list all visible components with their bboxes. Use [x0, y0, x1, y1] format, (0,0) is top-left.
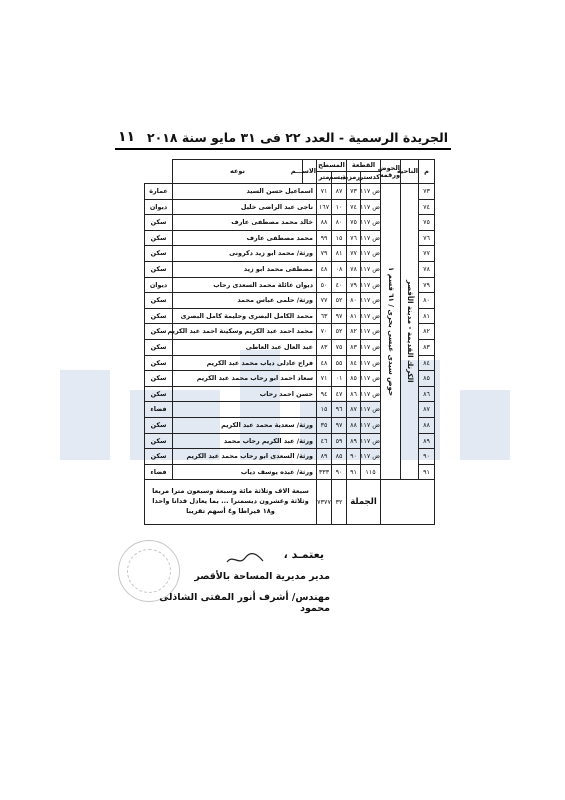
header-area: المسطح [317, 160, 347, 172]
meter-cell: ١٥ [317, 402, 332, 418]
owner-name-cell: محمد مصطفى عارف [173, 230, 317, 246]
owner-name-cell: محمد احمد عبد الكريم وسكينة احمد عبد الكريم [173, 324, 317, 340]
row-num: ٩٠ [419, 449, 435, 465]
decimeter-cell: ٥٩ [332, 433, 347, 449]
cadastre-cell: ض ١١٧ [361, 199, 381, 215]
total-blank [381, 480, 435, 525]
row-num: ٨٤ [419, 355, 435, 371]
decimeter-cell: ٨٠ [332, 215, 347, 231]
row-num: ٨٢ [419, 324, 435, 340]
row-num: ٨٣ [419, 339, 435, 355]
parcel-code-cell: ٧٣ [347, 184, 361, 200]
property-type-cell: سكن [145, 230, 173, 246]
row-num: ٨٥ [419, 371, 435, 387]
header-cadastre: كدستر [361, 172, 381, 184]
meter-cell: ٤٨ [317, 261, 332, 277]
owner-name-cell: سعاد احمد ابو رحاب محمد عبد الكريم [173, 371, 317, 387]
signatory-name: مهندس/ أشرف أنور المفتى الشاذلى محمود [159, 592, 330, 614]
owner-name-cell: مصطفى محمد ابو زيد [173, 261, 317, 277]
total-description: سبعة الاف وثلاثة مائة وسبعة وسبعون مترا مربعا وثلاثة وعشرون ديسمترا ... بما يعادل فدانا واحدا و١٨ قيراطا و٤ أسهم تقريبا [145, 480, 317, 525]
parcel-code-cell: ٨٩ [347, 433, 361, 449]
cadastre-cell: ض ١١٧ [361, 230, 381, 246]
cadastre-cell: ض ١١٧ [361, 277, 381, 293]
basin-cell [381, 184, 401, 480]
decimeter-cell: ١٥ [332, 230, 347, 246]
property-type-cell: سكن [145, 246, 173, 262]
cadastre-cell: ض ١١٧ [361, 449, 381, 465]
gazette-title: الجريدة الرسمية - العدد ٢٢ فى ٣١ مايو سنة ٢٠١٨ [146, 129, 448, 145]
property-type-cell: سكن [145, 433, 173, 449]
parcel-code-cell: ٩١ [347, 464, 361, 480]
owner-name-cell: خالد محمد مصطفى عارف [173, 215, 317, 231]
meter-cell: ٨٩ [317, 449, 332, 465]
district-text: الكرنك القديمة - مدينة الأقصر [406, 280, 415, 383]
table-body [145, 184, 435, 525]
cadastre-cell: ض ١١٧ [361, 386, 381, 402]
owner-name-cell: ورثة/ سعدية محمد عبد الكريم [173, 417, 317, 433]
header-district: الناحية [401, 160, 419, 184]
property-type-cell: سكن [145, 308, 173, 324]
parcel-code-cell: ٨٠ [347, 293, 361, 309]
parcel-code-cell: ٧٩ [347, 277, 361, 293]
decimeter-cell: ٩٦ [332, 402, 347, 418]
row-num: ٨٠ [419, 293, 435, 309]
decimeter-cell: ٧٥ [332, 339, 347, 355]
parcel-code-cell: ٨١ [347, 308, 361, 324]
meter-cell: ٧٠ [317, 324, 332, 340]
decimeter-cell: ٤٧ [332, 386, 347, 402]
owner-name-cell: ناجى عبد الراضى خليل [173, 199, 317, 215]
row-num: ٧٩ [419, 277, 435, 293]
total-label: الجملة [347, 480, 381, 525]
owner-name-cell: عبد العال عبد العاطى [173, 339, 317, 355]
meter-cell: ١٦٧ [317, 199, 332, 215]
row-num: ٨٩ [419, 433, 435, 449]
signatory-title: مدير مديرية المساحة بالأقصر [194, 571, 330, 582]
parcel-code-cell: ٨٤ [347, 355, 361, 371]
row-num: ٧٥ [419, 215, 435, 231]
owner-name-cell: ورثة/ محمد ابو زيد دكرونى [173, 246, 317, 262]
cadastre-cell: ض ١١٧ [361, 324, 381, 340]
cadastre-cell: ض ١١٧ [361, 339, 381, 355]
decimeter-cell: ٥٢ [332, 293, 347, 309]
property-type-cell: سكن [145, 386, 173, 402]
cadastre-cell: ض ١١٧ [361, 293, 381, 309]
header-parcel: القطعة [347, 160, 381, 172]
decimeter-cell: ٩٧ [332, 308, 347, 324]
cadastre-cell: ض ١١٧ [361, 308, 381, 324]
owner-name-cell [173, 402, 317, 418]
cadastre-cell: ض ١١٧ [361, 402, 381, 418]
cadastre-cell: ض ١١٧ [361, 433, 381, 449]
parcel-code-cell: ٨٢ [347, 324, 361, 340]
owner-name-cell: اسماعيل حسن السيد [173, 184, 317, 200]
property-type-cell: سكن [145, 261, 173, 277]
header-name: الاســـم [303, 160, 317, 184]
row-num: ٧٨ [419, 261, 435, 277]
total-meter: ٧٣٧٧ [317, 480, 332, 525]
decimeter-cell: ٩٠ [332, 464, 347, 480]
parcel-code-cell: ٨٦ [347, 386, 361, 402]
meter-cell: ٨٣ [317, 339, 332, 355]
decimeter-cell: ١٠ [332, 199, 347, 215]
cadastre-cell: ض ١١٧ [361, 261, 381, 277]
meter-cell: ٥٠ [317, 277, 332, 293]
owner-name-cell: فراج عادلى دياب محمد عبد الكريم [173, 355, 317, 371]
parcel-code-cell: ٧٧ [347, 246, 361, 262]
total-row [145, 480, 435, 525]
header-type: نوعه [173, 160, 303, 184]
parcel-code-cell: ٧٦ [347, 230, 361, 246]
decimeter-cell: ٠١ [332, 371, 347, 387]
row-num: ٧٤ [419, 199, 435, 215]
row-num: ٧٦ [419, 230, 435, 246]
owner-name-cell: ورثة/ حلمى عباس محمد [173, 293, 317, 309]
owner-name-cell: ورثة/ السعدى ابو رحاب محمد عبد الكريم [173, 449, 317, 465]
decimeter-cell: ٩٧ [332, 417, 347, 433]
decimeter-cell: ٠٨ [332, 261, 347, 277]
page-header [118, 128, 448, 146]
parcel-code-cell: ٨٥ [347, 371, 361, 387]
property-type-cell: فضاء [145, 402, 173, 418]
parcel-code-cell: ٧٤ [347, 199, 361, 215]
table-row [145, 184, 435, 200]
total-decimeter: ٣٢ [332, 480, 347, 525]
meter-cell: ٧٩ [317, 246, 332, 262]
property-type-cell: سكن [145, 417, 173, 433]
approval-label: يعتمـد ، [283, 548, 324, 561]
header-parcel-code: رمزية [347, 172, 361, 184]
owner-name-cell: ورثة/ عبده يوسف دياب [173, 464, 317, 480]
signature-block [150, 548, 330, 614]
decimeter-cell: ٥٢ [332, 324, 347, 340]
district-cell [401, 184, 419, 480]
property-type-cell: سكن [145, 371, 173, 387]
cadastre-cell: ض ١١٧ [361, 355, 381, 371]
row-num: ٨٧ [419, 402, 435, 418]
meter-cell: ٩٤ [317, 386, 332, 402]
property-type-cell: سكن [145, 355, 173, 371]
meter-cell: ٩٩ [317, 230, 332, 246]
row-num: ٧٧ [419, 246, 435, 262]
header-meter: متر [317, 172, 332, 184]
parcel-code-cell: ٨٨ [347, 417, 361, 433]
property-type-cell: سكن [145, 449, 173, 465]
property-type-cell: فضاء [145, 464, 173, 480]
meter-cell: ٧٧ [317, 293, 332, 309]
meter-cell: ٧١ [317, 371, 332, 387]
meter-cell: ٣٥ [317, 417, 332, 433]
parcel-code-cell: ٨٧ [347, 402, 361, 418]
cadastre-cell: ١١٥ [361, 464, 381, 480]
property-type-cell: سكن [145, 324, 173, 340]
meter-cell: ٤٨ [317, 355, 332, 371]
cadastre-cell: ض ١١٧ [361, 417, 381, 433]
row-num: ٧٣ [419, 184, 435, 200]
cadastre-cell: ض ١١٧ [361, 184, 381, 200]
row-num: ٨١ [419, 308, 435, 324]
owner-name-cell: محمد الكامل البصرى وحليمة كامل البصرى [173, 308, 317, 324]
decimeter-cell: ٨٧ [332, 184, 347, 200]
property-type-cell: ديوان [145, 277, 173, 293]
parcel-code-cell: ٧٥ [347, 215, 361, 231]
header-rule [115, 148, 451, 150]
row-num: ٨٦ [419, 386, 435, 402]
property-type-cell: سكن [145, 293, 173, 309]
property-type-cell: عمارة [145, 184, 173, 200]
decimeter-cell: ٨٥ [332, 449, 347, 465]
meter-cell: ٧١ [317, 184, 332, 200]
meter-cell: ٨٨ [317, 215, 332, 231]
parcel-code-cell: ٩٠ [347, 449, 361, 465]
row-num: ٩١ [419, 464, 435, 480]
cadastre-cell: ض ١١٧ [361, 371, 381, 387]
owner-name-cell: ورثة/ عبد الكريم رحاب محمد [173, 433, 317, 449]
row-num: ٨٨ [419, 417, 435, 433]
decimeter-cell: ٤٠ [332, 277, 347, 293]
header-num: م [419, 160, 435, 184]
property-type-cell: سكن [145, 215, 173, 231]
owner-name-cell: ديوان عائلة محمد السعدى رحاب [173, 277, 317, 293]
property-type-cell: ديوان [145, 199, 173, 215]
parcel-code-cell: ٧٨ [347, 261, 361, 277]
owner-name-cell: حسن احمد رحاب [173, 386, 317, 402]
property-type-cell: سكن [145, 339, 173, 355]
page-number: ١١ [118, 129, 136, 145]
header-decimeter: ديسم [332, 172, 347, 184]
cadastre-cell: ض ١١٧ [361, 215, 381, 231]
header-basin: الحوض ورقمه [381, 160, 401, 184]
decimeter-cell: ٨١ [332, 246, 347, 262]
basin-text: حوض سيدى عيسى بحرى / ٦١ قسم ١ [387, 267, 396, 397]
parcel-code-cell: ٨٣ [347, 339, 361, 355]
property-table [144, 159, 435, 525]
meter-cell: ٣٣٣ [317, 464, 332, 480]
cadastre-cell: ض ١١٧ [361, 246, 381, 262]
meter-cell: ٦٣ [317, 308, 332, 324]
meter-cell: ٤٦ [317, 433, 332, 449]
decimeter-cell: ٥٥ [332, 355, 347, 371]
